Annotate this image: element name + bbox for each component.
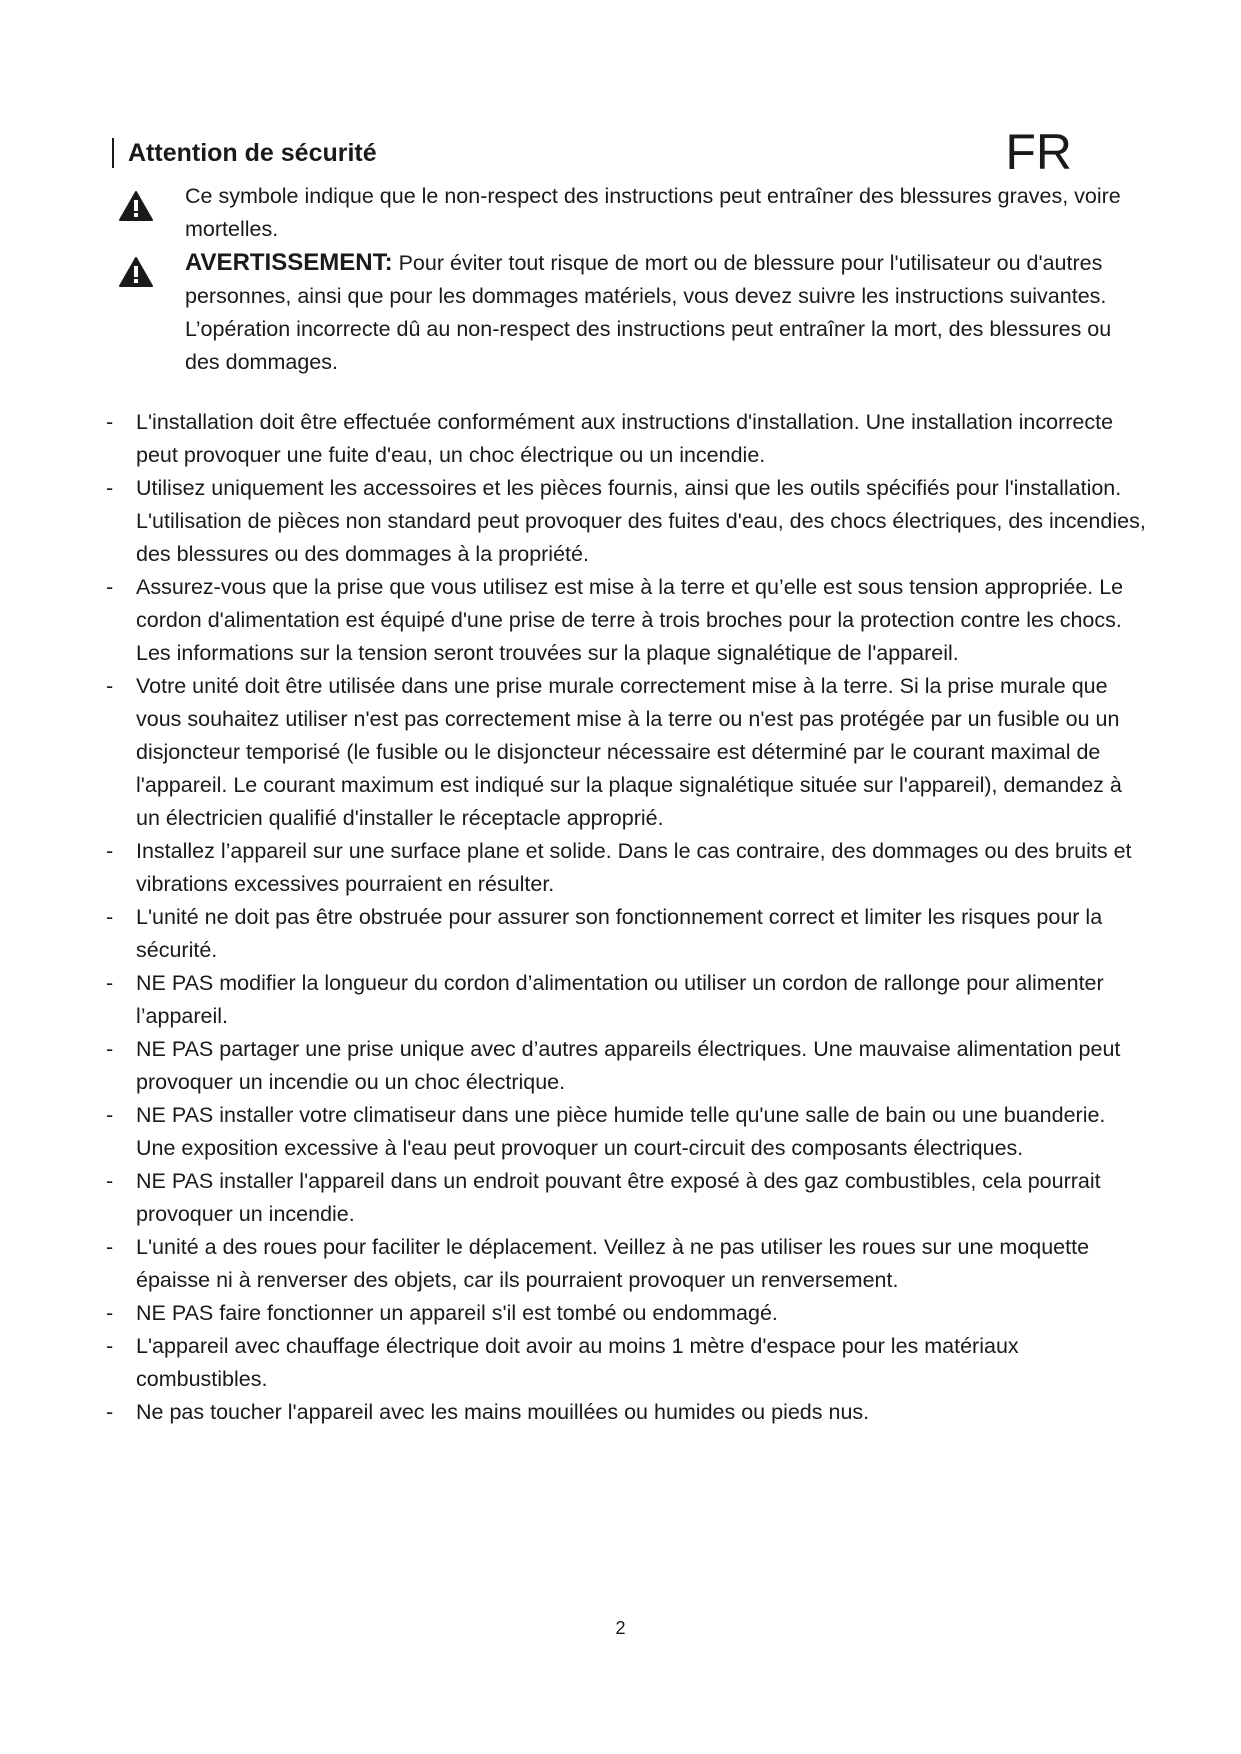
list-item: - Installez l’appareil sur une surface plane et solide. Dans le cas contraire, des dommages ou des bruits et vibrations excessives pourraient en résulter. bbox=[106, 835, 1146, 901]
warning-label: AVERTISSEMENT: bbox=[185, 249, 393, 276]
section-title: Attention de sécurité bbox=[128, 139, 377, 167]
list-item: - L'installation doit être effectuée conformément aux instructions d'installation. Une installation incorrecte peut provoquer une fuite d'eau, un choc électrique ou un incendie. bbox=[106, 406, 1146, 472]
warning-triangle-icon bbox=[118, 190, 154, 222]
warning-triangle-icon bbox=[118, 256, 154, 288]
list-item: - L'unité ne doit pas être obstruée pour assurer son fonctionnement correct et limiter les risques pour la sécurité. bbox=[106, 901, 1146, 967]
title-accent-bar bbox=[112, 138, 114, 168]
list-item: - Ne pas toucher l'appareil avec les mains mouillées ou humides ou pieds nus. bbox=[106, 1396, 1146, 1429]
list-item: - Assurez-vous que la prise que vous utilisez est mise à la terre et qu’elle est sous tension appropriée. Le cordon d'alimentation est équipé d'une prise de terre à trois broches pour la protection contre les chocs. Les informations sur la tension seront trouvées sur la plaque signalétique de l'appareil. bbox=[106, 571, 1146, 670]
warning-notices bbox=[110, 180, 1140, 379]
list-item: - Utilisez uniquement les accessoires et les pièces fournis, ainsi que les outils spécifiés pour l'installation. L'utilisation de pièces non standard peut provoquer des fuites d'eau, des chocs électriques, des incendies, des blessures ou des dommages à la propriété. bbox=[106, 472, 1146, 571]
list-item: - NE PAS faire fonctionner un appareil s'il est tombé ou endommagé. bbox=[106, 1297, 1146, 1330]
warning-text: Ce symbole indique que le non-respect des instructions peut entraîner des blessures graves, voire mortelles. bbox=[185, 184, 1121, 241]
list-item: - L'unité a des roues pour faciliter le déplacement. Veillez à ne pas utiliser les roues sur une moquette épaisse ni à renverser des objets, car ils pourraient provoquer un renversement. bbox=[106, 1231, 1146, 1297]
list-item: - L'appareil avec chauffage électrique doit avoir au moins 1 mètre d'espace pour les matériaux combustibles. bbox=[106, 1330, 1146, 1396]
warning-notice-avertissement bbox=[110, 246, 1140, 379]
list-item: - Votre unité doit être utilisée dans une prise murale correctement mise à la terre. Si la prise murale que vous souhaitez utiliser n'est pas correctement mise à la terre ou n'est pas protégée par un fusible ou un disjoncteur temporisé (le fusible ou le disjoncteur nécessaire est déterminé par le courant maximal de l'appareil. Le courant maximum est indiqué sur la plaque signalétique située sur l'appareil), demandez à un électricien qualifié d'installer le réceptacle approprié. bbox=[106, 670, 1146, 835]
list-item: - NE PAS installer l'appareil dans un endroit pouvant être exposé à des gaz combustibles, cela pourrait provoquer un incendie. bbox=[106, 1165, 1146, 1231]
list-item: - NE PAS partager une prise unique avec d’autres appareils électriques. Une mauvaise alimentation peut provoquer un incendie ou un choc électrique. bbox=[106, 1033, 1146, 1099]
page-header bbox=[112, 124, 1072, 182]
language-code: FR bbox=[1005, 124, 1072, 180]
warning-notice-symbol bbox=[110, 180, 1140, 246]
page-number: 2 bbox=[615, 1618, 626, 1638]
list-item: - NE PAS modifier la longueur du cordon d’alimentation ou utiliser un cordon de rallonge pour alimenter l’appareil. bbox=[106, 967, 1146, 1033]
warning-text: Pour éviter tout risque de mort ou de blessure pour l'utilisateur ou d'autres personnes, ainsi que pour les dommages matériels, vous devez suivre les instructions suivantes. L’opération incorrecte dû au non-respect des instructions peut entraîner la mort, des blessures ou des dommages. bbox=[185, 251, 1112, 374]
safety-instructions-list bbox=[106, 406, 1146, 1429]
list-item: - NE PAS installer votre climatiseur dans une pièce humide telle qu'une salle de bain ou une buanderie. Une exposition excessive à l'eau peut provoquer un court-circuit des composants électriques. bbox=[106, 1099, 1146, 1165]
